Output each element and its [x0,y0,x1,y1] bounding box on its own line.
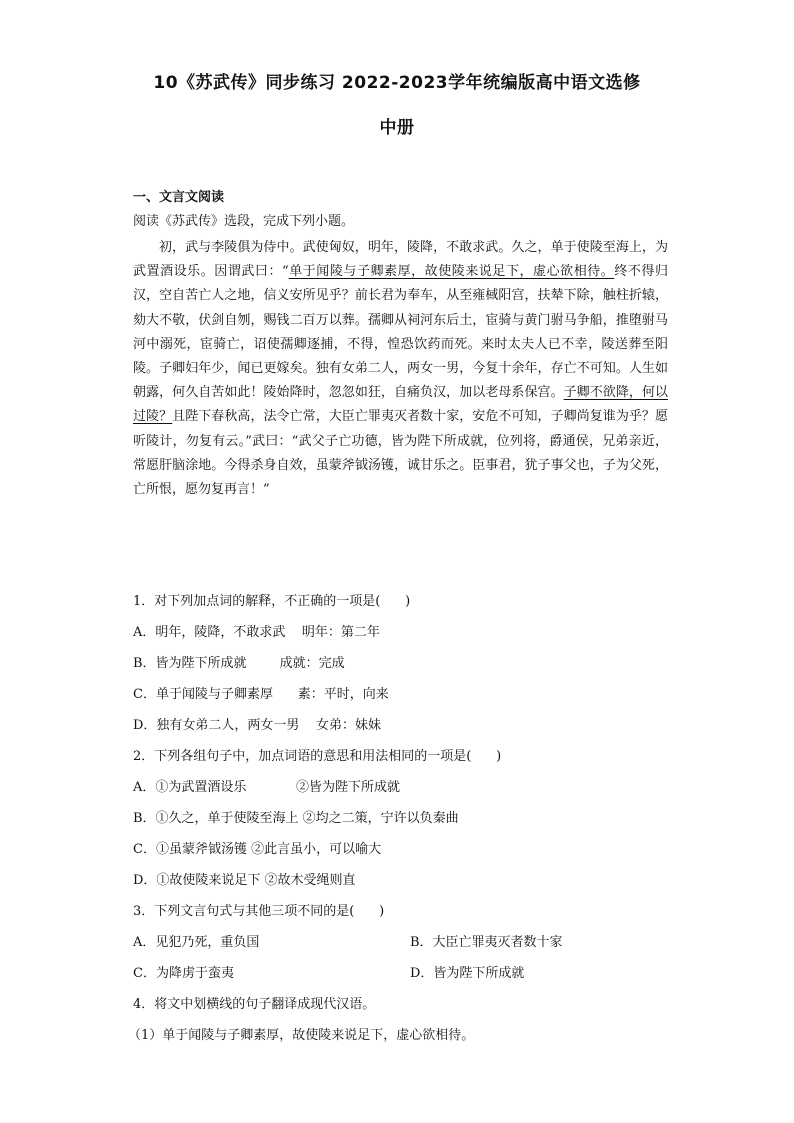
passage-part-3: 且陛下春秋高，法令亡常，大臣亡罪夷灭者数十家，安危不可知，子卿尚复谁为乎？愿听陵计，勿复有云。”武曰：“武父子亡功德，皆为陛下所成就，位列将，爵通侯，兄弟亲近，常愿肝脑涂地。今得杀身自效，虽蒙斧钺汤镬，诚甘乐之。臣事君，犹子事父也，子为父死，亡所恨，愿勿复再言！” [133,409,668,498]
passage-part-2: 终不得归汉，空自苦亡人之地，信义安所见乎？前长君为奉车，从至雍棫阳宫，扶辇下除，触柱折辕，劾大不敬，伏剑自刎，赐钱二百万以葬。孺卿从祠河东后土，宦骑与黄门驸马争船，推堕驸马河中溺死，宦骑亡，诏使孺卿逐捕，不得，惶恐饮药而死。来时太夫人已不幸，陵送葬至阳陵。子卿妇年少，闻已更嫁矣。独有女弟二人，两女一男，今复十余年，存亡不可知。人生如朝露，何久自苦如此！陵始降时，忽忽如狂，自痛负汉，加以老母系保宫。 [133,264,668,401]
question-3-option-d: D．皆为陛下所成就 [410,966,525,981]
section-heading: 一、文言文阅读 [133,190,225,205]
question-1-option-d: D．独有女弟二人，两女一男 女弟：妹妹 [133,718,381,733]
question-4-sub-1: （1）单于闻陵与子卿素厚，故使陵来说足下，虚心欲相待。 [128,1028,475,1043]
question-2-option-a: A．①为武置酒设乐 ②皆为陛下所成就 [133,780,400,795]
question-2-option-b: B．①久之，单于使陵至海上 ②均之二策，宁许以负秦曲 [133,811,459,826]
question-1-option-a: A．明年，陵降，不敢求武 明年：第二年 [133,625,380,640]
question-1-stem: 1．对下列加点词的解释，不正确的一项是( ) [133,594,411,609]
question-1-option-c: C．单于闻陵与子卿素厚 素：平时，向来 [133,687,389,702]
classical-passage [133,236,668,502]
underlined-sentence-1: 单于闻陵与子卿素厚，故使陵来说足下，虚心欲相待。 [288,264,615,280]
question-3-option-c: C．为降虏于蛮夷 [133,966,234,981]
question-2-option-c: C．①虽蒙斧钺汤镬 ②此言虽小，可以喻大 [133,842,382,857]
question-3-option-a: A．见犯乃死，重负国 [133,935,260,950]
question-4-stem: 4．将文中划横线的句子翻译成现代汉语。 [133,997,376,1012]
question-3-option-b: B．大臣亡罪夷灭者数十家 [410,935,563,950]
reading-instruction: 阅读《苏武传》选段，完成下列小题。 [133,214,355,229]
question-2-option-d: D．①故使陵来说足下 ②故木受绳则直 [133,873,356,888]
document-title-line-2: 中册 [379,118,415,138]
question-1-option-b: B．皆为陛下所成就 成就：完成 [133,656,345,671]
passage-part-1: 初，武与李陵俱为侍中。武使匈奴，明年，陵降，不敢求武。久之，单于使陵至海上，为武置酒设乐。因谓武曰：“ [133,240,668,280]
question-2-stem: 2．下列各组句子中，加点词语的意思和用法相同的一项是( ) [133,749,502,764]
underlined-sentence-2: 子卿不欲降，何以过陵？ [133,385,668,425]
document-title-line-1: 10《苏武传》同步练习 2022-2023学年统编版高中语文选修 [153,73,641,93]
question-3-stem: 3．下列文言句式与其他三项不同的是( ) [133,904,385,919]
